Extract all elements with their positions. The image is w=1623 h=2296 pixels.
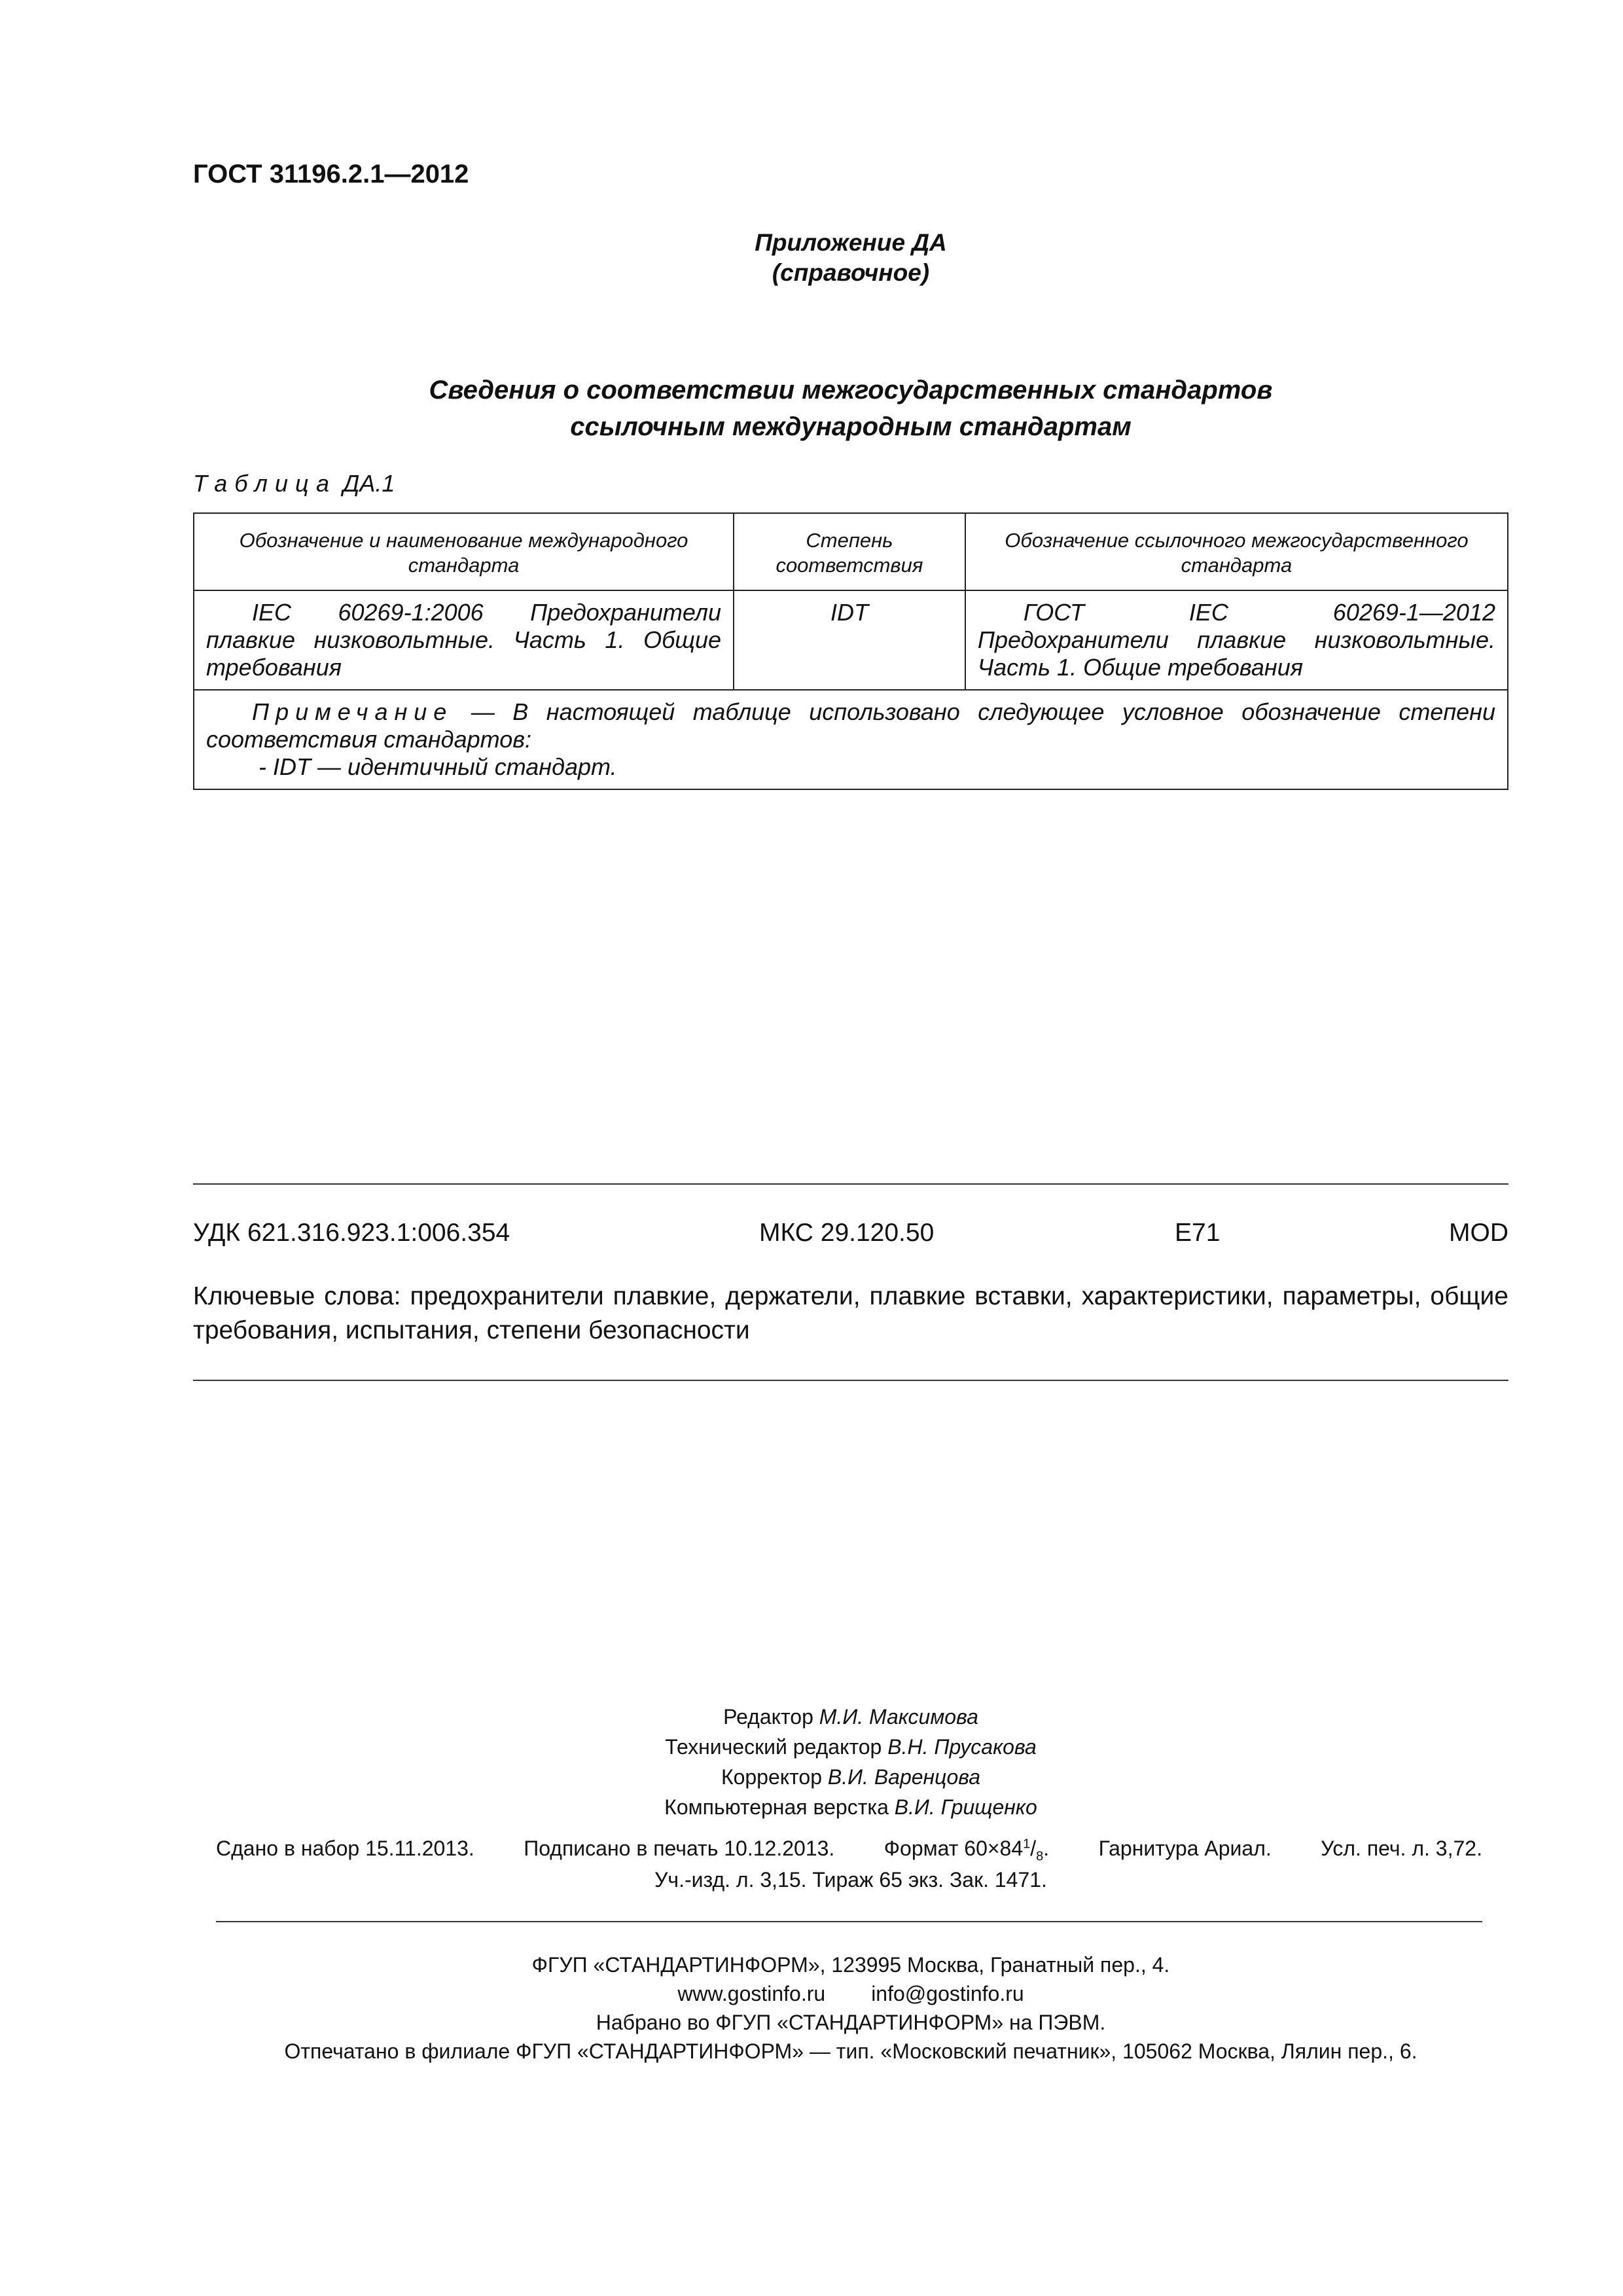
table-label-word: Таблица: [193, 470, 337, 497]
reference-table: [193, 512, 1508, 790]
staff-role: Корректор: [721, 1765, 823, 1789]
staff-name: В.Н. Прусакова: [887, 1735, 1037, 1759]
document-code: ГОСТ 31196.2.1—2012: [193, 160, 469, 188]
org-address: ФГУП «СТАНДАРТИНФОРМ», 123995 Москва, Гранатный пер., 4.: [531, 1953, 1170, 1977]
section-title: [0, 372, 1623, 445]
staff-role: Технический редактор: [665, 1735, 882, 1759]
header-interstate-standard: Обозначение ссылочного межгосударственного стандарта: [965, 513, 1508, 590]
staff-corrector: [0, 1762, 1623, 1792]
table-note: [194, 690, 1508, 789]
staff-role: Редактор: [723, 1705, 813, 1729]
section-title-line1: Сведения о соответствии межгосударственных стандартов: [429, 376, 1273, 404]
print-sheets: Усл. печ. л. 3,72.: [1321, 1837, 1482, 1860]
table-note-row: [194, 690, 1508, 789]
divider-publisher: [216, 1921, 1482, 1922]
udk-code: УДК 621.316.923.1:006.354: [193, 1219, 510, 1247]
note-label: Примечание: [252, 698, 454, 725]
signed-date: Подписано в печать 10.12.2013.: [524, 1837, 835, 1860]
staff-role: Компьютерная верстка: [664, 1795, 889, 1819]
cell-international-standard: IEC 60269-1:2006 Предохранители плавкие низковольтные. Часть 1. Общие требования: [194, 590, 734, 690]
staff-tech-editor: [0, 1732, 1623, 1762]
header-international-standard: Обозначение и наименование международного стандарта: [194, 513, 734, 590]
format-suffix: .: [1043, 1837, 1050, 1860]
org-website[interactable]: www.gostinfo.ru: [677, 1982, 826, 2005]
paper-format: Формат $60\times 84^1/_8$.: [883, 1837, 1050, 1864]
note-paragraph: [206, 698, 1495, 753]
annex-title: Приложение ДА: [755, 229, 947, 256]
mks-code: МКС 29.120.50: [759, 1219, 935, 1247]
note-item: - IDT — идентичный стандарт.: [259, 753, 617, 780]
publishing-info: [216, 1837, 1482, 1864]
divider-bottom: [193, 1380, 1508, 1381]
staff-name: В.И. Грищенко: [894, 1795, 1037, 1819]
submitted-date: Сдано в набор 15.11.2013.: [216, 1837, 474, 1860]
staff-editor: [0, 1702, 1623, 1732]
org-email[interactable]: info@gostinfo.ru: [871, 1982, 1024, 2005]
format-sup: 1: [1023, 1837, 1031, 1852]
org-contacts: [0, 1979, 1623, 2008]
classifier-code: E71: [1175, 1219, 1221, 1247]
organization-info: [0, 1950, 1623, 2066]
table-header-row: [194, 513, 1508, 590]
staff-name: В.И. Варенцова: [827, 1765, 981, 1789]
table-label: [193, 470, 395, 497]
divider-top: [193, 1183, 1508, 1185]
font-info: Гарнитура Ариал.: [1098, 1837, 1272, 1860]
table-label-number: ДА.1: [343, 470, 395, 497]
section-title-line2: ссылочным международным стандартам: [570, 412, 1132, 441]
staff-list: [0, 1702, 1623, 1822]
staff-layout: [0, 1792, 1623, 1822]
staff-name: М.И. Максимова: [819, 1705, 978, 1729]
org-typeset: Набрано во ФГУП «СТАНДАРТИНФОРМ» на ПЭВМ.: [596, 2011, 1106, 2034]
format-prefix: Формат 60×84: [883, 1837, 1024, 1860]
mod-code: MOD: [1449, 1219, 1508, 1247]
table-row: [194, 590, 1508, 690]
format-sub: 8: [1036, 1849, 1044, 1864]
annex-type: (справочное): [772, 259, 930, 286]
note-text: — В настоящей таблице использовано следующее условное обозначение степени соответствия стандартов:: [206, 698, 1495, 753]
org-printed: Отпечатано в филиале ФГУП «СТАНДАРТИНФОРМ» — тип. «Московский печатник», 105062 Москва, Лялин пер., 6.: [284, 2039, 1418, 2063]
publishing-info-line2: Уч.-изд. л. 3,15. Тираж 65 экз. Зак. 1471.: [654, 1868, 1047, 1892]
header-degree-of-correspondence: Степень соответствия: [734, 513, 965, 590]
cell-interstate-standard: ГОСТ IEC 60269-1—2012 Предохранители плавкие низковольтные. Часть 1. Общие требования: [965, 590, 1508, 690]
cell-degree: IDT: [734, 590, 965, 690]
keywords: Ключевые слова: предохранители плавкие, держатели, плавкие вставки, характеристики, параметры, общие требования, испытания, степени безопасности: [193, 1282, 1508, 1344]
